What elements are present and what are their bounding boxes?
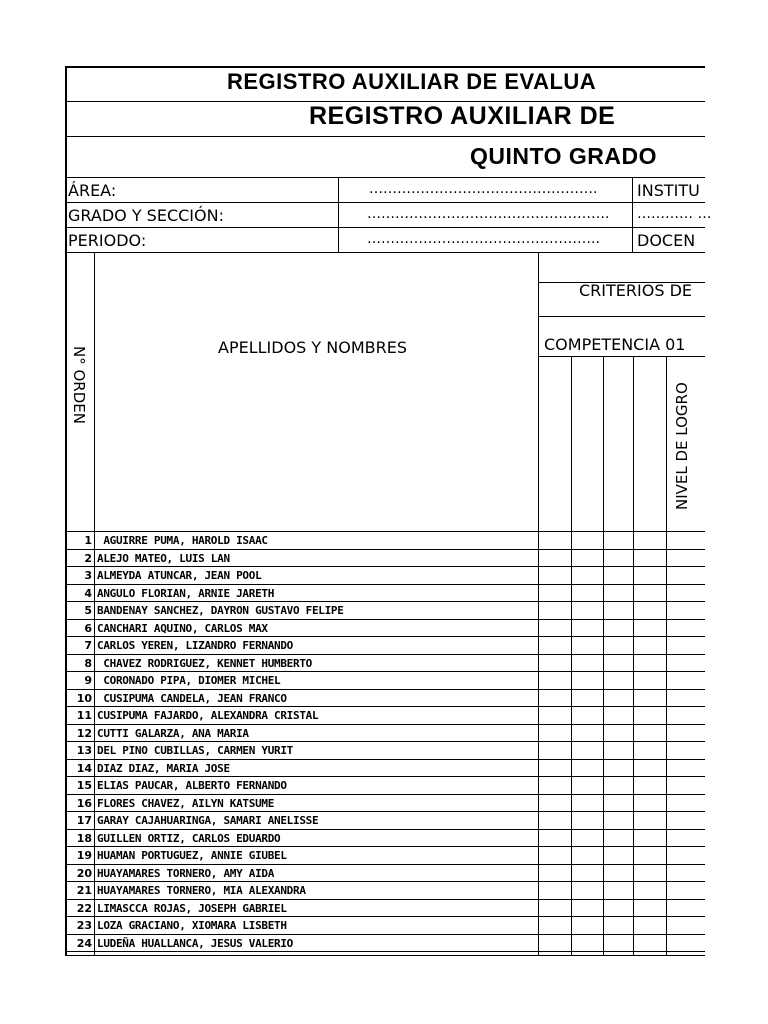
nivel-logro-header: NIVEL DE LOGRO: [673, 382, 691, 510]
table-row-divider: [65, 584, 705, 585]
student-name: LIMASCCA ROJAS, JOSEPH GABRIEL: [97, 901, 287, 915]
table-row-divider: [65, 759, 705, 760]
info-divider-2: [65, 227, 705, 228]
student-number: 16: [76, 796, 92, 810]
student-name: CANCHARI AQUINO, CARLOS MAX: [97, 621, 268, 635]
table-row-divider: [65, 829, 705, 830]
student-name: HUAYAMARES TORNERO, MIA ALEXANDRA: [97, 884, 306, 897]
title-divider-3: [65, 177, 705, 178]
frame-top-border: [65, 66, 705, 68]
student-name: ANGULO FLORIAN, ARNIE JARETH: [97, 586, 275, 600]
student-name: ALMEYDA ATUNCAR, JEAN POOL: [97, 569, 262, 582]
student-number: 4: [84, 586, 92, 600]
table-row-divider: [65, 671, 705, 672]
table-row-divider: [65, 811, 705, 812]
table-bottom-border: [65, 955, 705, 956]
eval-col-1: [571, 356, 572, 955]
table-row-divider: [65, 601, 705, 602]
info-col-divider-1: [338, 177, 339, 252]
student-number: 1: [84, 534, 92, 547]
table-row-divider: [65, 864, 705, 865]
student-number: 19: [76, 849, 92, 862]
student-name: CHAVEZ RODRIGUEZ, KENNET HUMBERTO: [97, 656, 312, 670]
student-number: 23: [76, 919, 92, 932]
student-name: LOZA GRACIANO, XIOMARA LISBETH: [97, 919, 287, 932]
student-name: BANDENAY SANCHEZ, DAYRON GUSTAVO FELIPE: [97, 604, 344, 617]
table-row-divider: [65, 934, 705, 935]
student-name: HUAMAN PORTUGUEZ, ANNIE GIUBEL: [97, 849, 287, 862]
competencia-bottom-line: [538, 356, 705, 357]
student-number: 17: [76, 814, 92, 827]
student-name: DEL PINO CUBILLAS, CARMEN YURIT: [97, 744, 293, 757]
student-number: 2: [84, 551, 92, 565]
periodo-value: …………………………………………..: [367, 231, 600, 247]
table-row-divider: [65, 916, 705, 917]
table-row-divider: [65, 899, 705, 900]
table-row-divider: [65, 654, 705, 655]
student-number: 6: [84, 621, 92, 635]
student-number: 15: [76, 779, 92, 792]
student-name: ALEJO MATEO, LUIS LAN: [97, 551, 230, 565]
area-label: ÁREA:: [68, 181, 117, 200]
student-name: DIAZ DIAZ, MARIA JOSE: [97, 761, 230, 775]
table-row-divider: [65, 636, 705, 637]
student-name: HUAYAMARES TORNERO, AMY AIDA: [97, 866, 275, 880]
eval-col-4: [666, 356, 667, 955]
student-name: FLORES CHAVEZ, AILYN KATSUME: [97, 796, 275, 810]
student-name: AGUIRRE PUMA, HAROLD ISAAC: [97, 534, 268, 547]
student-number: 5: [84, 604, 92, 617]
student-number: 14: [76, 761, 92, 775]
title-line-3: QUINTO GRADO: [470, 143, 658, 169]
docente-label: DOCEN: [637, 231, 696, 250]
info-col-divider-2: [632, 177, 633, 252]
student-number: 21: [76, 884, 92, 897]
title-line-1: REGISTRO AUXILIAR DE EVALUA: [227, 69, 597, 94]
student-number: 7: [84, 639, 92, 652]
student-number: 3: [84, 569, 92, 582]
student-name: CUTTI GALARZA, ANA MARIA: [97, 726, 249, 740]
table-row-divider: [65, 846, 705, 847]
info-divider-1: [65, 202, 705, 203]
table-row-divider: [65, 619, 705, 620]
orden-header: N° ORDEN: [70, 346, 88, 424]
eval-col-3: [633, 356, 634, 955]
table-row-divider: [65, 724, 705, 725]
competencia-header: COMPETENCIA 01: [544, 335, 686, 354]
student-number: 10: [76, 691, 92, 705]
table-row-divider: [65, 794, 705, 795]
student-number: 22: [76, 901, 92, 915]
student-number: 8: [84, 656, 92, 670]
header-bottom-line: [65, 531, 705, 532]
table-row-divider: [65, 951, 705, 952]
student-number: 11: [76, 709, 92, 722]
periodo-label: PERIODO:: [68, 231, 147, 250]
title-divider-2: [65, 136, 705, 137]
criterios-bottom-line: [538, 316, 705, 317]
student-name: ELIAS PAUCAR, ALBERTO FERNANDO: [97, 779, 287, 792]
student-number: 20: [76, 866, 92, 880]
student-name: CORONADO PIPA, DIOMER MICHEL: [97, 674, 281, 687]
table-row-divider: [65, 706, 705, 707]
nombres-header: APELLIDOS Y NOMBRES: [218, 338, 407, 357]
criterios-header: CRITERIOS DE: [579, 281, 692, 300]
table-row-divider: [65, 566, 705, 567]
table-row-divider: [65, 776, 705, 777]
nombres-col-divider: [538, 252, 539, 955]
table-row-divider: [65, 689, 705, 690]
grado-seccion-value: …………………………………………….: [367, 206, 610, 222]
student-name: GARAY CAJAHUARINGA, SAMARI ANELISSE: [97, 814, 319, 827]
grado-seccion-label: GRADO Y SECCIÓN:: [68, 206, 224, 225]
student-number: 18: [76, 831, 92, 845]
table-row-divider: [65, 741, 705, 742]
table-row-divider: [65, 549, 705, 550]
student-name: LUDEÑA HUALLANCA, JESUS VALERIO: [97, 936, 293, 950]
student-number: 24: [76, 936, 92, 950]
student-number: 13: [76, 744, 92, 757]
student-number: 12: [76, 726, 92, 740]
student-name: CARLOS YEREN, LIZANDRO FERNANDO: [97, 639, 293, 652]
title-line-2: REGISTRO AUXILIAR DE: [309, 102, 616, 130]
info-divider-3: [65, 252, 705, 253]
eval-col-2: [603, 356, 604, 955]
student-number: 9: [84, 674, 92, 687]
student-name: CUSIPUMA FAJARDO, ALEXANDRA CRISTAL: [97, 709, 319, 722]
area-value: ………………………………………….: [369, 181, 598, 197]
institucion-label: INSTITU: [637, 181, 700, 200]
student-name: GUILLEN ORTIZ, CARLOS EDUARDO: [97, 831, 281, 845]
institucion-value: ………… …: [637, 206, 712, 222]
table-row-divider: [65, 881, 705, 882]
student-name: CUSIPUMA CANDELA, JEAN FRANCO: [97, 691, 287, 705]
orden-col-divider: [94, 252, 95, 955]
